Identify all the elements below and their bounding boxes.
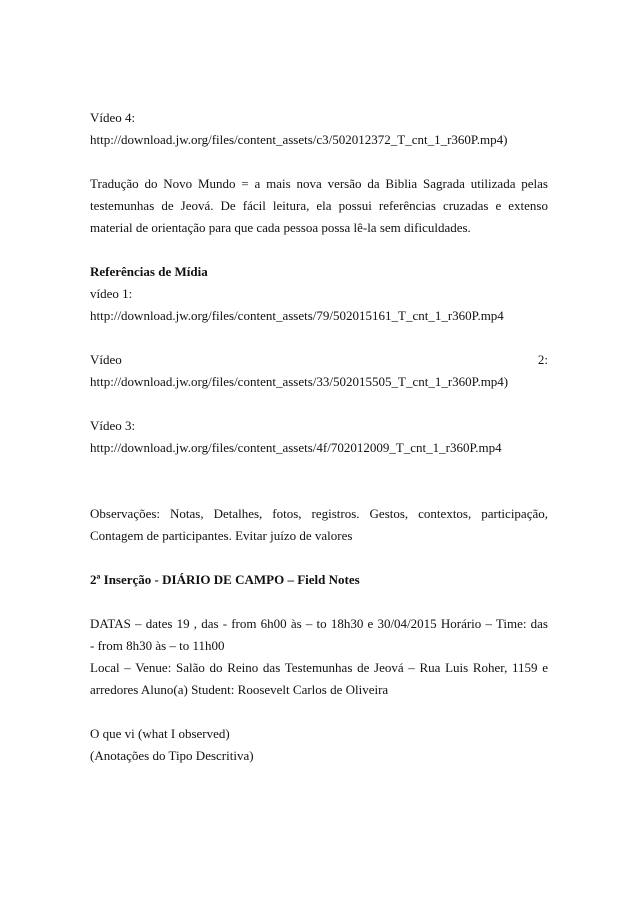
video2-url: http://download.jw.org/files/content_assets/33/502015505_T_cnt_1_r360P.mp4) <box>90 374 509 389</box>
video4-label: Vídeo 4: <box>90 110 136 125</box>
spacer <box>90 393 548 415</box>
spacer <box>90 239 548 261</box>
video3-url: http://download.jw.org/files/content_assets/4f/702012009_T_cnt_1_r360P.mp4 <box>90 440 502 455</box>
spacer <box>90 151 548 173</box>
traducao-line-1: Tradução do Novo Mundo = a mais nova versão da Biblia Sagrada utilizada pelas <box>90 176 548 191</box>
spacer <box>90 547 548 569</box>
video2-label-row <box>90 349 548 371</box>
local-line-2: arredores Aluno(a) Student: Roosevelt Carlos de Oliveira <box>90 682 389 697</box>
observed-line-2: (Anotações do Tipo Descritiva) <box>90 748 254 763</box>
traducao-line-3: material de orientação para que cada pessoa possa lê-la sem dificuldades. <box>90 220 471 235</box>
datas-line-2: - from 8h30 às – to 11h00 <box>90 638 225 653</box>
referencias-heading: Referências de Mídia <box>90 264 208 279</box>
spacer <box>90 591 548 613</box>
video2-number: 2: <box>537 352 548 367</box>
document-page <box>90 107 548 767</box>
datas-line-1: DATAS – dates 19 , das - from 6h00 às – to 18h30 e 30/04/2015 Horário – Time: das <box>90 616 548 631</box>
video1-url: http://download.jw.org/files/content_assets/79/502015161_T_cnt_1_r360P.mp4 <box>90 308 504 323</box>
observacoes-line-2: Contagem de participantes. Evitar juízo de valores <box>90 528 353 543</box>
video3-label: Vídeo 3: <box>90 418 136 433</box>
insercao-heading: 2ª Inserção - DIÁRIO DE CAMPO – Field Notes <box>90 572 360 587</box>
local-line-1: Local – Venue: Salão do Reino das Testemunhas de Jeová – Rua Luis Roher, 1159 e <box>90 660 548 675</box>
spacer <box>90 701 548 723</box>
observacoes-line-1: Observações: Notas, Detalhes, fotos, registros. Gestos, contextos, participação, <box>90 506 548 521</box>
video1-label: vídeo 1: <box>90 286 133 301</box>
traducao-line-2: testemunhas de Jeová. De fácil leitura, ela possui referências cruzadas e extenso <box>90 198 548 213</box>
video2-label: Vídeo <box>90 352 122 367</box>
spacer <box>90 459 548 503</box>
observed-line-1: O que vi (what I observed) <box>90 726 230 741</box>
spacer <box>90 327 548 349</box>
video4-url: http://download.jw.org/files/content_assets/c3/502012372_T_cnt_1_r360P.mp4) <box>90 132 508 147</box>
